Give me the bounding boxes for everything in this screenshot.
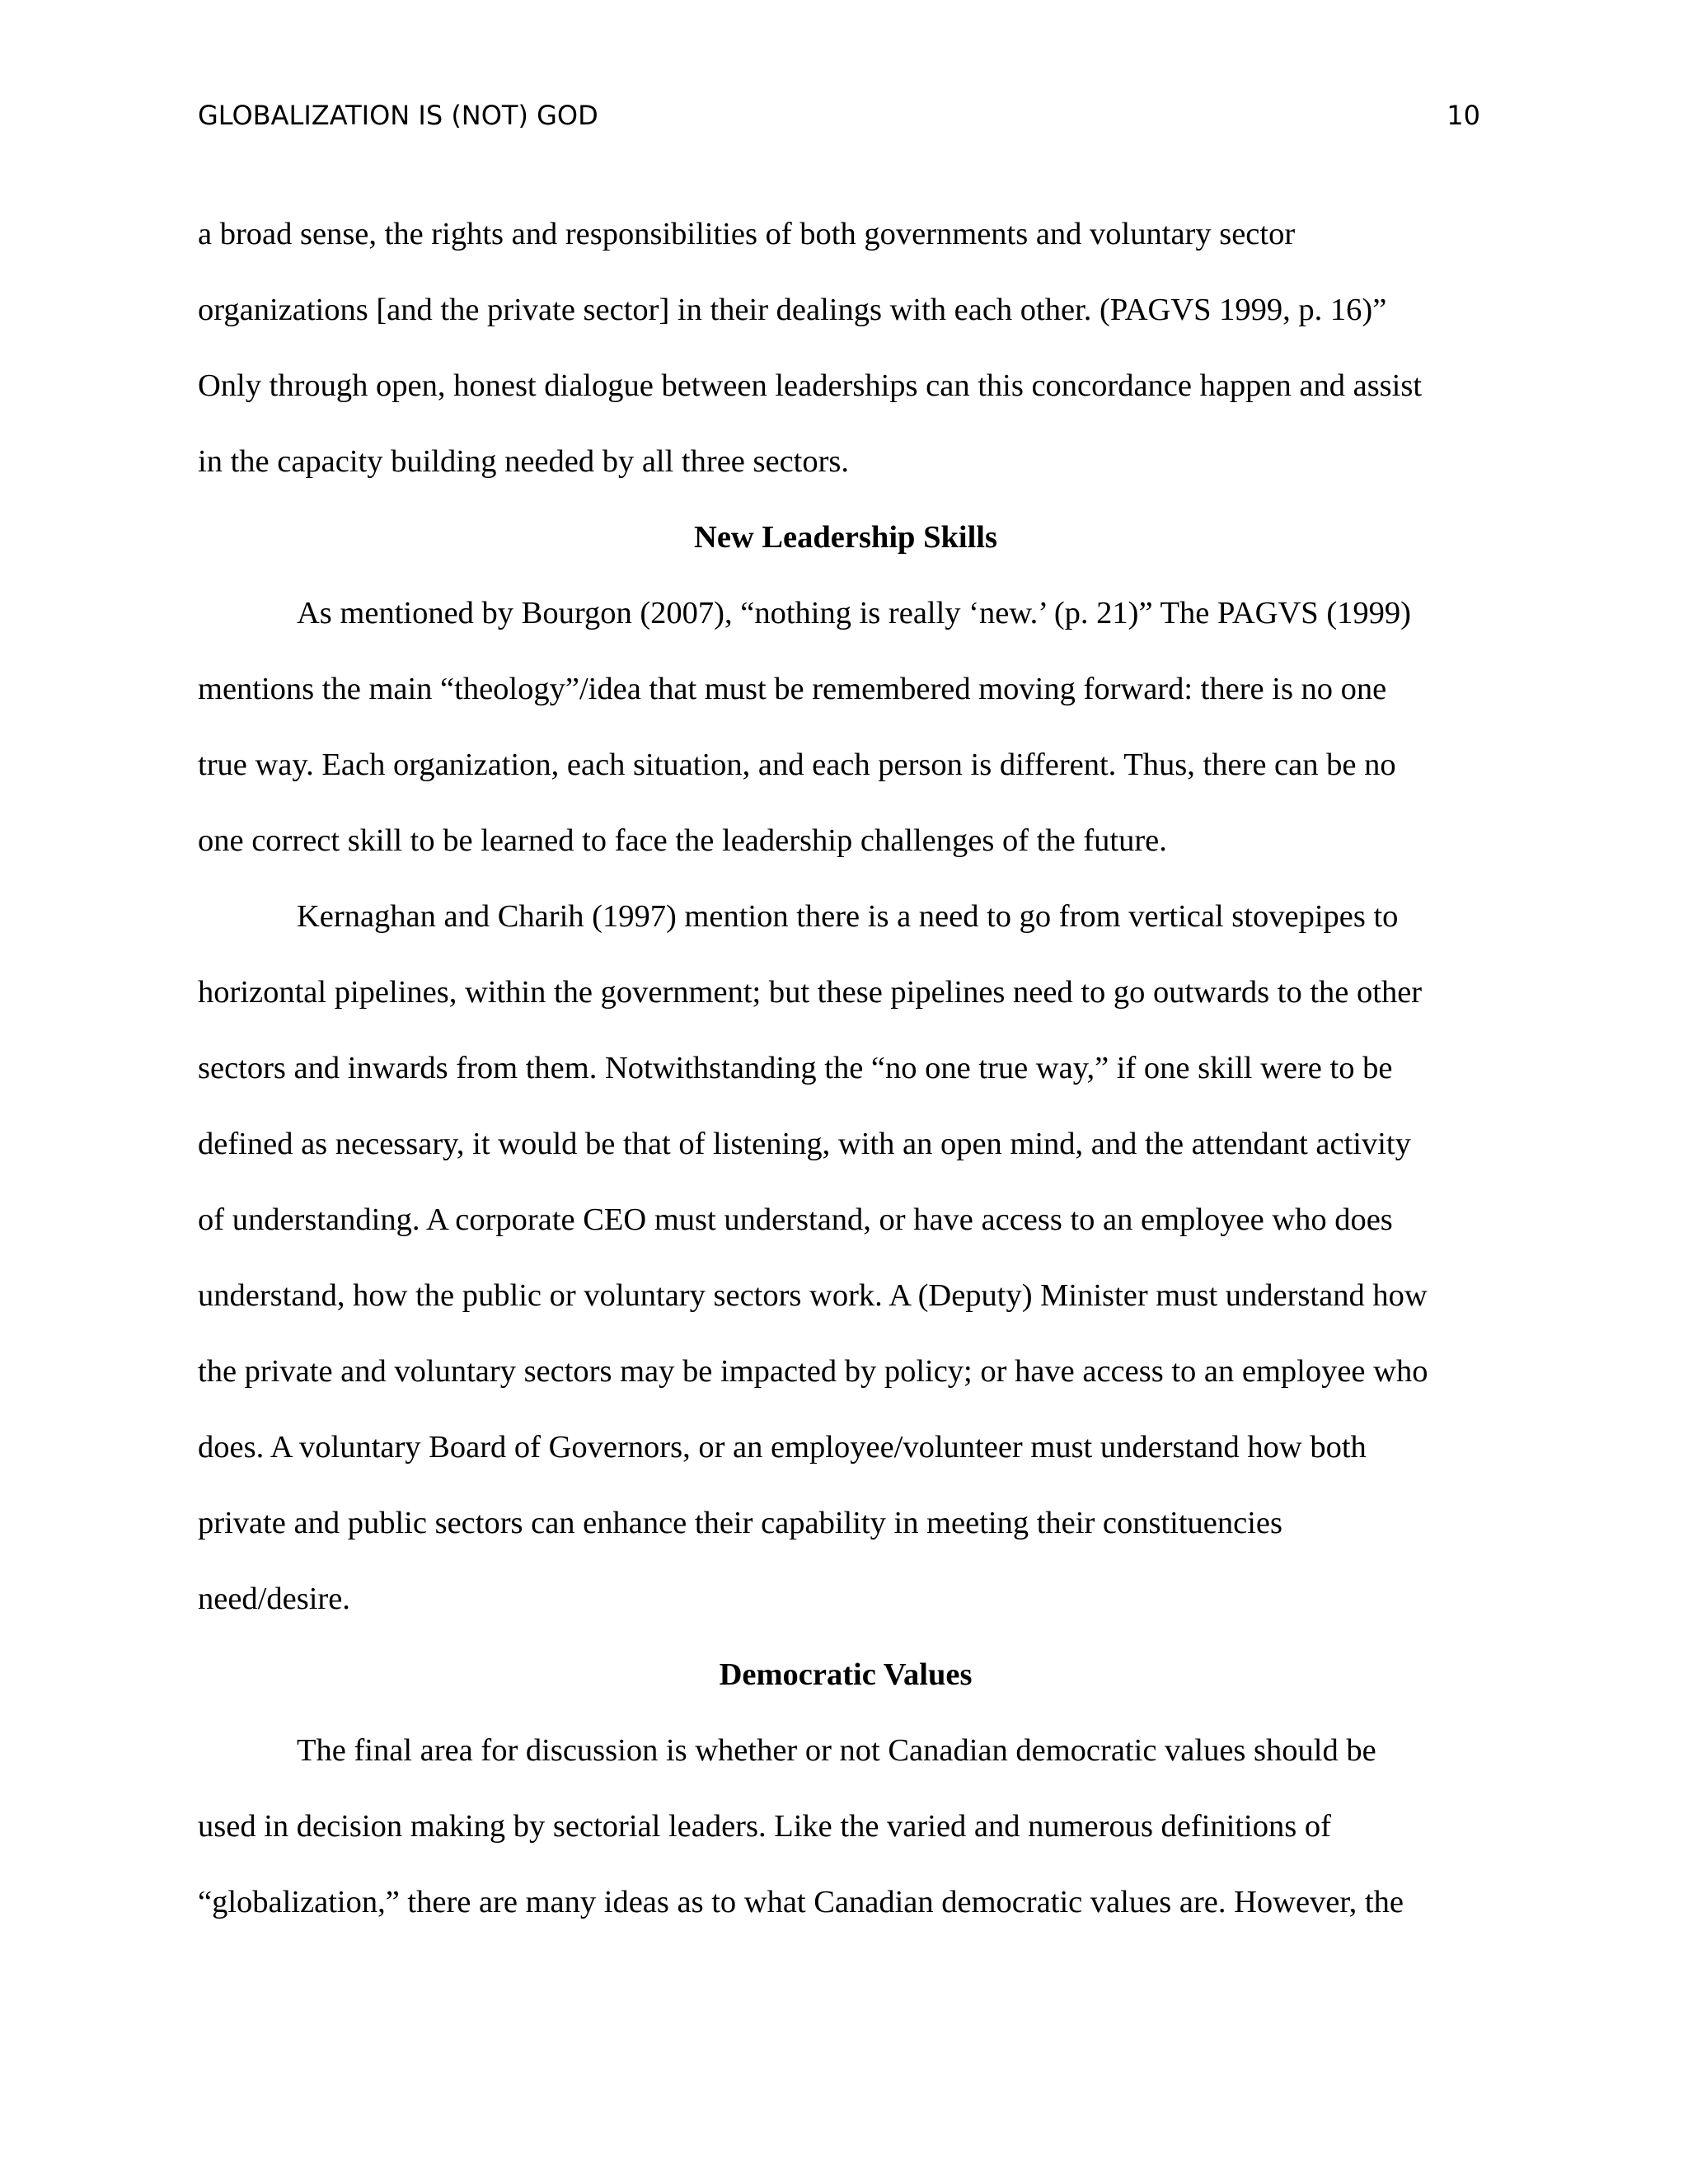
paragraph-bourgon	[198, 575, 1493, 879]
text-line: of understanding. A corporate CEO must understand, or have access to an employee who does	[198, 1202, 1393, 1237]
text-line: horizontal pipelines, within the government; but these pipelines need to go outwards to the other	[198, 975, 1423, 1010]
text-line: mentions the main “theology”/idea that must be remembered moving forward: there is no one	[198, 672, 1387, 706]
paragraph-kernaghan	[198, 879, 1493, 1637]
page-number: 10	[1447, 100, 1480, 131]
text-line: the private and voluntary sectors may be impacted by policy; or have access to an employee who	[198, 1354, 1428, 1389]
text-line: in the capacity building needed by all three sectors.	[198, 444, 850, 479]
text-line: As mentioned by Bourgon (2007), “nothing is really ‘new.’ (p. 21)” The PAGVS (1999)	[297, 596, 1411, 630]
section-heading-democratic-values: Democratic Values	[719, 1657, 973, 1692]
paragraph-continuation	[198, 196, 1493, 499]
text-line: understand, how the public or voluntary sectors work. A (Deputy) Minister must understand how	[198, 1278, 1428, 1313]
text-line: defined as necessary, it would be that of listening, with an open mind, and the attendant activity	[198, 1127, 1411, 1161]
text-line: need/desire.	[198, 1582, 350, 1616]
body-text	[198, 196, 1493, 1940]
section-heading-new-leadership-skills: New Leadership Skills	[694, 520, 997, 555]
text-line: The final area for discussion is whether or not Canadian democratic values should be	[297, 1733, 1376, 1768]
text-line: a broad sense, the rights and responsibilities of both governments and voluntary sector	[198, 217, 1296, 251]
text-line: used in decision making by sectorial leaders. Like the varied and numerous definitions of	[198, 1809, 1331, 1844]
text-line: Kernaghan and Charih (1997) mention there is a need to go from vertical stovepipes to	[297, 899, 1399, 934]
text-line: sectors and inwards from them. Notwithstanding the “no one true way,” if one skill were to be	[198, 1051, 1393, 1085]
text-line: does. A voluntary Board of Governors, or an employee/volunteer must understand how both	[198, 1430, 1367, 1465]
text-line: true way. Each organization, each situation, and each person is different. Thus, there can be no	[198, 748, 1396, 782]
text-line: one correct skill to be learned to face the leadership challenges of the future.	[198, 823, 1167, 858]
paragraph-democratic-values	[198, 1713, 1493, 1940]
running-head: GLOBALIZATION IS (NOT) GOD	[198, 100, 598, 131]
text-line: organizations [and the private sector] in their dealings with each other. (PAGVS 1999, p. 16)”	[198, 293, 1387, 327]
text-line: private and public sectors can enhance their capability in meeting their constituencies	[198, 1506, 1282, 1540]
text-line: Only through open, honest dialogue between leaderships can this concordance happen and assist	[198, 368, 1423, 403]
text-line: “globalization,” there are many ideas as to what Canadian democratic values are. However, the	[198, 1885, 1404, 1919]
